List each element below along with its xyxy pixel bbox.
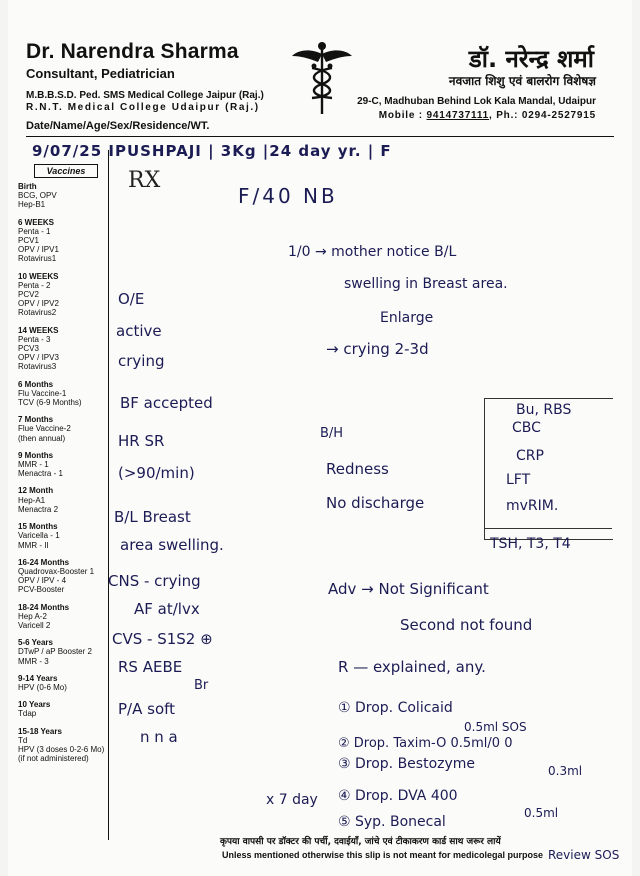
vaccine-age: 16-24 Months — [18, 557, 70, 567]
investigation-3: CRP — [516, 448, 544, 464]
qualification-line-1: M.B.B.S.D. Ped. SMS Medical College Jaipur (Raj.) — [26, 90, 264, 101]
vaccine-name: OPV / IPV - 4 — [18, 576, 67, 586]
treatment-line-6: 0.3ml — [548, 764, 583, 778]
vaccine-age: 15-18 Years — [18, 726, 62, 736]
vaccine-name: Td — [18, 735, 28, 745]
vaccine-name: MMR - II — [18, 540, 49, 550]
vaccine-group — [18, 727, 106, 764]
breast-line-2: No discharge — [326, 494, 425, 512]
vaccine-age: 5-6 Years — [18, 638, 53, 648]
treatment-line-8: 0.5ml — [524, 806, 559, 820]
history-line-3: Enlarge — [380, 310, 434, 326]
vaccine-name: MMR - 1 — [18, 460, 49, 470]
vaccine-name: (if not administered) — [18, 754, 89, 764]
advice-line-1: Adv → Not Significant — [328, 580, 489, 598]
investigation-1: Bu, RBS — [516, 402, 572, 418]
header-divider — [26, 136, 614, 137]
vaccine-name: OPV / IPV2 — [18, 299, 59, 309]
exam-line-14: n n a — [140, 728, 178, 746]
specialty-hindi: नवजात शिशु एवं बालरोग विशेषज्ञ — [448, 74, 596, 88]
history-line-2: swelling in Breast area. — [344, 276, 508, 292]
vaccine-name: DTwP / aP Booster 2 — [18, 647, 92, 657]
phone-number: 0294-2527915 — [521, 110, 596, 121]
contact-line — [379, 110, 596, 121]
caduceus-icon — [290, 40, 354, 116]
investigations-box — [484, 398, 613, 540]
vaccine-group — [18, 603, 106, 631]
investigation-5: mvRIM. — [506, 498, 559, 514]
review-note: Review SOS — [548, 848, 620, 862]
investigation-4: LFT — [506, 472, 531, 488]
vaccine-name: PCV2 — [18, 290, 39, 300]
exam-line-4: HR SR — [118, 432, 165, 450]
vaccine-name: Penta - 3 — [18, 334, 51, 344]
breast-heading: B/H — [320, 426, 344, 441]
vaccine-name: Varicella - 1 — [18, 531, 60, 541]
vaccine-group — [18, 674, 106, 692]
vaccine-name: MMR - 3 — [18, 656, 49, 666]
vaccine-name: Hep A-2 — [18, 611, 47, 621]
investigation-6: TSH, T3, T4 — [490, 536, 571, 552]
patient-details-handwritten: 9/07/25 IPUSHPAJI | 3Kg |24 day yr. | F — [32, 142, 392, 160]
vaccine-group — [18, 326, 106, 372]
clinic-address: 29-C, Madhuban Behind Lok Kala Mandal, Udaipur — [357, 96, 596, 107]
exam-line-1: active — [116, 322, 162, 340]
breast-line-1: Redness — [326, 460, 389, 478]
vaccine-group — [18, 638, 106, 666]
vaccine-schedule — [18, 182, 106, 771]
vaccine-age: 10 WEEKS — [18, 271, 59, 281]
vaccine-name: Hep-A1 — [18, 495, 46, 505]
treatment-duration: x 7 day — [266, 792, 318, 808]
exam-heading: O/E — [118, 290, 145, 308]
vaccine-name: Quadrovax-Booster 1 — [18, 566, 95, 576]
exam-line-12: Br — [194, 678, 209, 693]
vaccines-heading: Vaccines — [34, 164, 98, 178]
treatment-line-7: ④ Drop. DVA 400 — [338, 788, 458, 804]
vaccine-name: Tdap — [18, 709, 37, 719]
vaccine-name: (then annual) — [18, 433, 66, 443]
vaccine-group — [18, 415, 106, 443]
vaccine-age: 9-14 Years — [18, 673, 58, 683]
footer-disclaimer: Unless mentioned otherwise this slip is not meant for medicolegal purpose — [222, 850, 544, 860]
designation: Consultant, Pediatrician — [26, 66, 175, 81]
investigation-2: CBC — [512, 420, 541, 436]
prescription-sheet — [8, 0, 632, 876]
doctor-name-hindi: डॉ. नरेन्द्र शर्मा — [468, 45, 594, 73]
vaccine-group — [18, 380, 106, 408]
vaccine-group — [18, 182, 106, 210]
vaccine-group — [18, 486, 106, 514]
treatment-line-1: R — explained, any. — [338, 658, 486, 676]
vaccine-name: PCV-Booster — [18, 585, 65, 595]
vaccine-name: Rotavirus3 — [18, 362, 57, 372]
vaccine-age: Birth — [18, 182, 37, 191]
vaccine-age: 6 WEEKS — [18, 217, 55, 227]
vaccine-age: 14 WEEKS — [18, 325, 59, 335]
vaccine-name: Hep-B1 — [18, 200, 46, 210]
vaccine-group — [18, 451, 106, 479]
diagnosis: F/40 NB — [238, 184, 338, 208]
vaccine-group — [18, 272, 106, 318]
exam-line-3: BF accepted — [120, 394, 213, 412]
vaccine-name: OPV / IPV1 — [18, 245, 59, 255]
vaccine-name: OPV / IPV3 — [18, 353, 59, 363]
exam-line-7: area swelling. — [120, 536, 224, 554]
vaccine-age: 10 Years — [18, 700, 51, 710]
patient-fields-label: Date/Name/Age/Sex/Residence/WT. — [26, 120, 210, 132]
treatment-line-9: ⑤ Syp. Bonecal — [338, 814, 446, 830]
treatment-line-3: 0.5ml SOS — [464, 720, 527, 734]
qualification-line-2: R.N.T. Medical College Udaipur (Raj.) — [26, 102, 260, 113]
vaccine-name: HPV (0-6 Mo) — [18, 682, 67, 692]
phone-label: , Ph.: — [489, 110, 519, 121]
vaccine-name: Varicell 2 — [18, 620, 51, 630]
exam-line-11: RS AEBE — [118, 658, 183, 676]
vaccine-name: Penta - 1 — [18, 226, 51, 236]
margin-divider — [108, 150, 109, 840]
vaccine-name: BCG, OPV — [18, 191, 57, 201]
vaccine-name: Rotavirus1 — [18, 254, 57, 264]
exam-line-13: P/A soft — [118, 700, 176, 718]
exam-line-10: CVS - S1S2 ⊕ — [112, 630, 213, 648]
exam-line-2: crying — [118, 352, 165, 370]
vaccine-age: 12 Month — [18, 486, 54, 496]
history-line-4: → crying 2-3d — [326, 340, 429, 358]
vaccine-name: Flu Vaccine-1 — [18, 388, 67, 398]
exam-line-8: CNS - crying — [108, 572, 201, 590]
vaccine-name: TCV (6-9 Months) — [18, 398, 82, 408]
vaccine-name: Penta - 2 — [18, 280, 51, 290]
vaccine-age: 7 Months — [18, 415, 54, 425]
treatment-line-4: ② Drop. Taxim-O 0.5ml/0 0 — [338, 736, 513, 751]
investigations-divider — [484, 528, 612, 529]
rx-symbol: RX — [128, 168, 161, 193]
vaccine-name: Menactra 2 — [18, 504, 59, 514]
history-line-1: 1/0 → mother notice B/L — [288, 244, 457, 260]
vaccine-name: Rotavirus2 — [18, 308, 57, 318]
treatment-line-5: ③ Drop. Bestozyme — [338, 756, 476, 772]
vaccine-group — [18, 558, 106, 595]
vaccine-name: Flue Vaccine-2 — [18, 424, 71, 434]
exam-line-5: (>90/min) — [118, 464, 195, 482]
vaccine-age: 6 Months — [18, 379, 54, 389]
exam-line-6: B/L Breast — [114, 508, 191, 526]
vaccine-name: PCV3 — [18, 344, 39, 354]
footer-hindi-note: कृपया वापसी पर डॉक्टर की पर्ची, दवाईयाँ, जांचे एवं टीकाकरण कार्ड साथ जरूर लायें — [220, 837, 501, 847]
vaccine-age: 18-24 Months — [18, 602, 70, 612]
vaccine-age: 15 Months — [18, 522, 58, 532]
exam-line-9: AF at/lvx — [134, 600, 200, 618]
doctor-name-english: Dr. Narendra Sharma — [26, 40, 239, 63]
advice-line-2: Second not found — [400, 616, 533, 634]
vaccine-name: HPV (3 doses 0-2-6 Mo) — [18, 744, 105, 754]
treatment-line-2: ① Drop. Colicaid — [338, 700, 453, 716]
vaccine-age: 9 Months — [18, 450, 54, 460]
vaccine-name: PCV1 — [18, 236, 39, 246]
vaccine-group — [18, 218, 106, 264]
mobile-label: Mobile : — [378, 110, 423, 121]
mobile-number: 9414737111 — [426, 110, 490, 121]
vaccine-name: Menactra - 1 — [18, 469, 63, 479]
vaccine-group — [18, 700, 106, 718]
vaccine-group — [18, 522, 106, 550]
